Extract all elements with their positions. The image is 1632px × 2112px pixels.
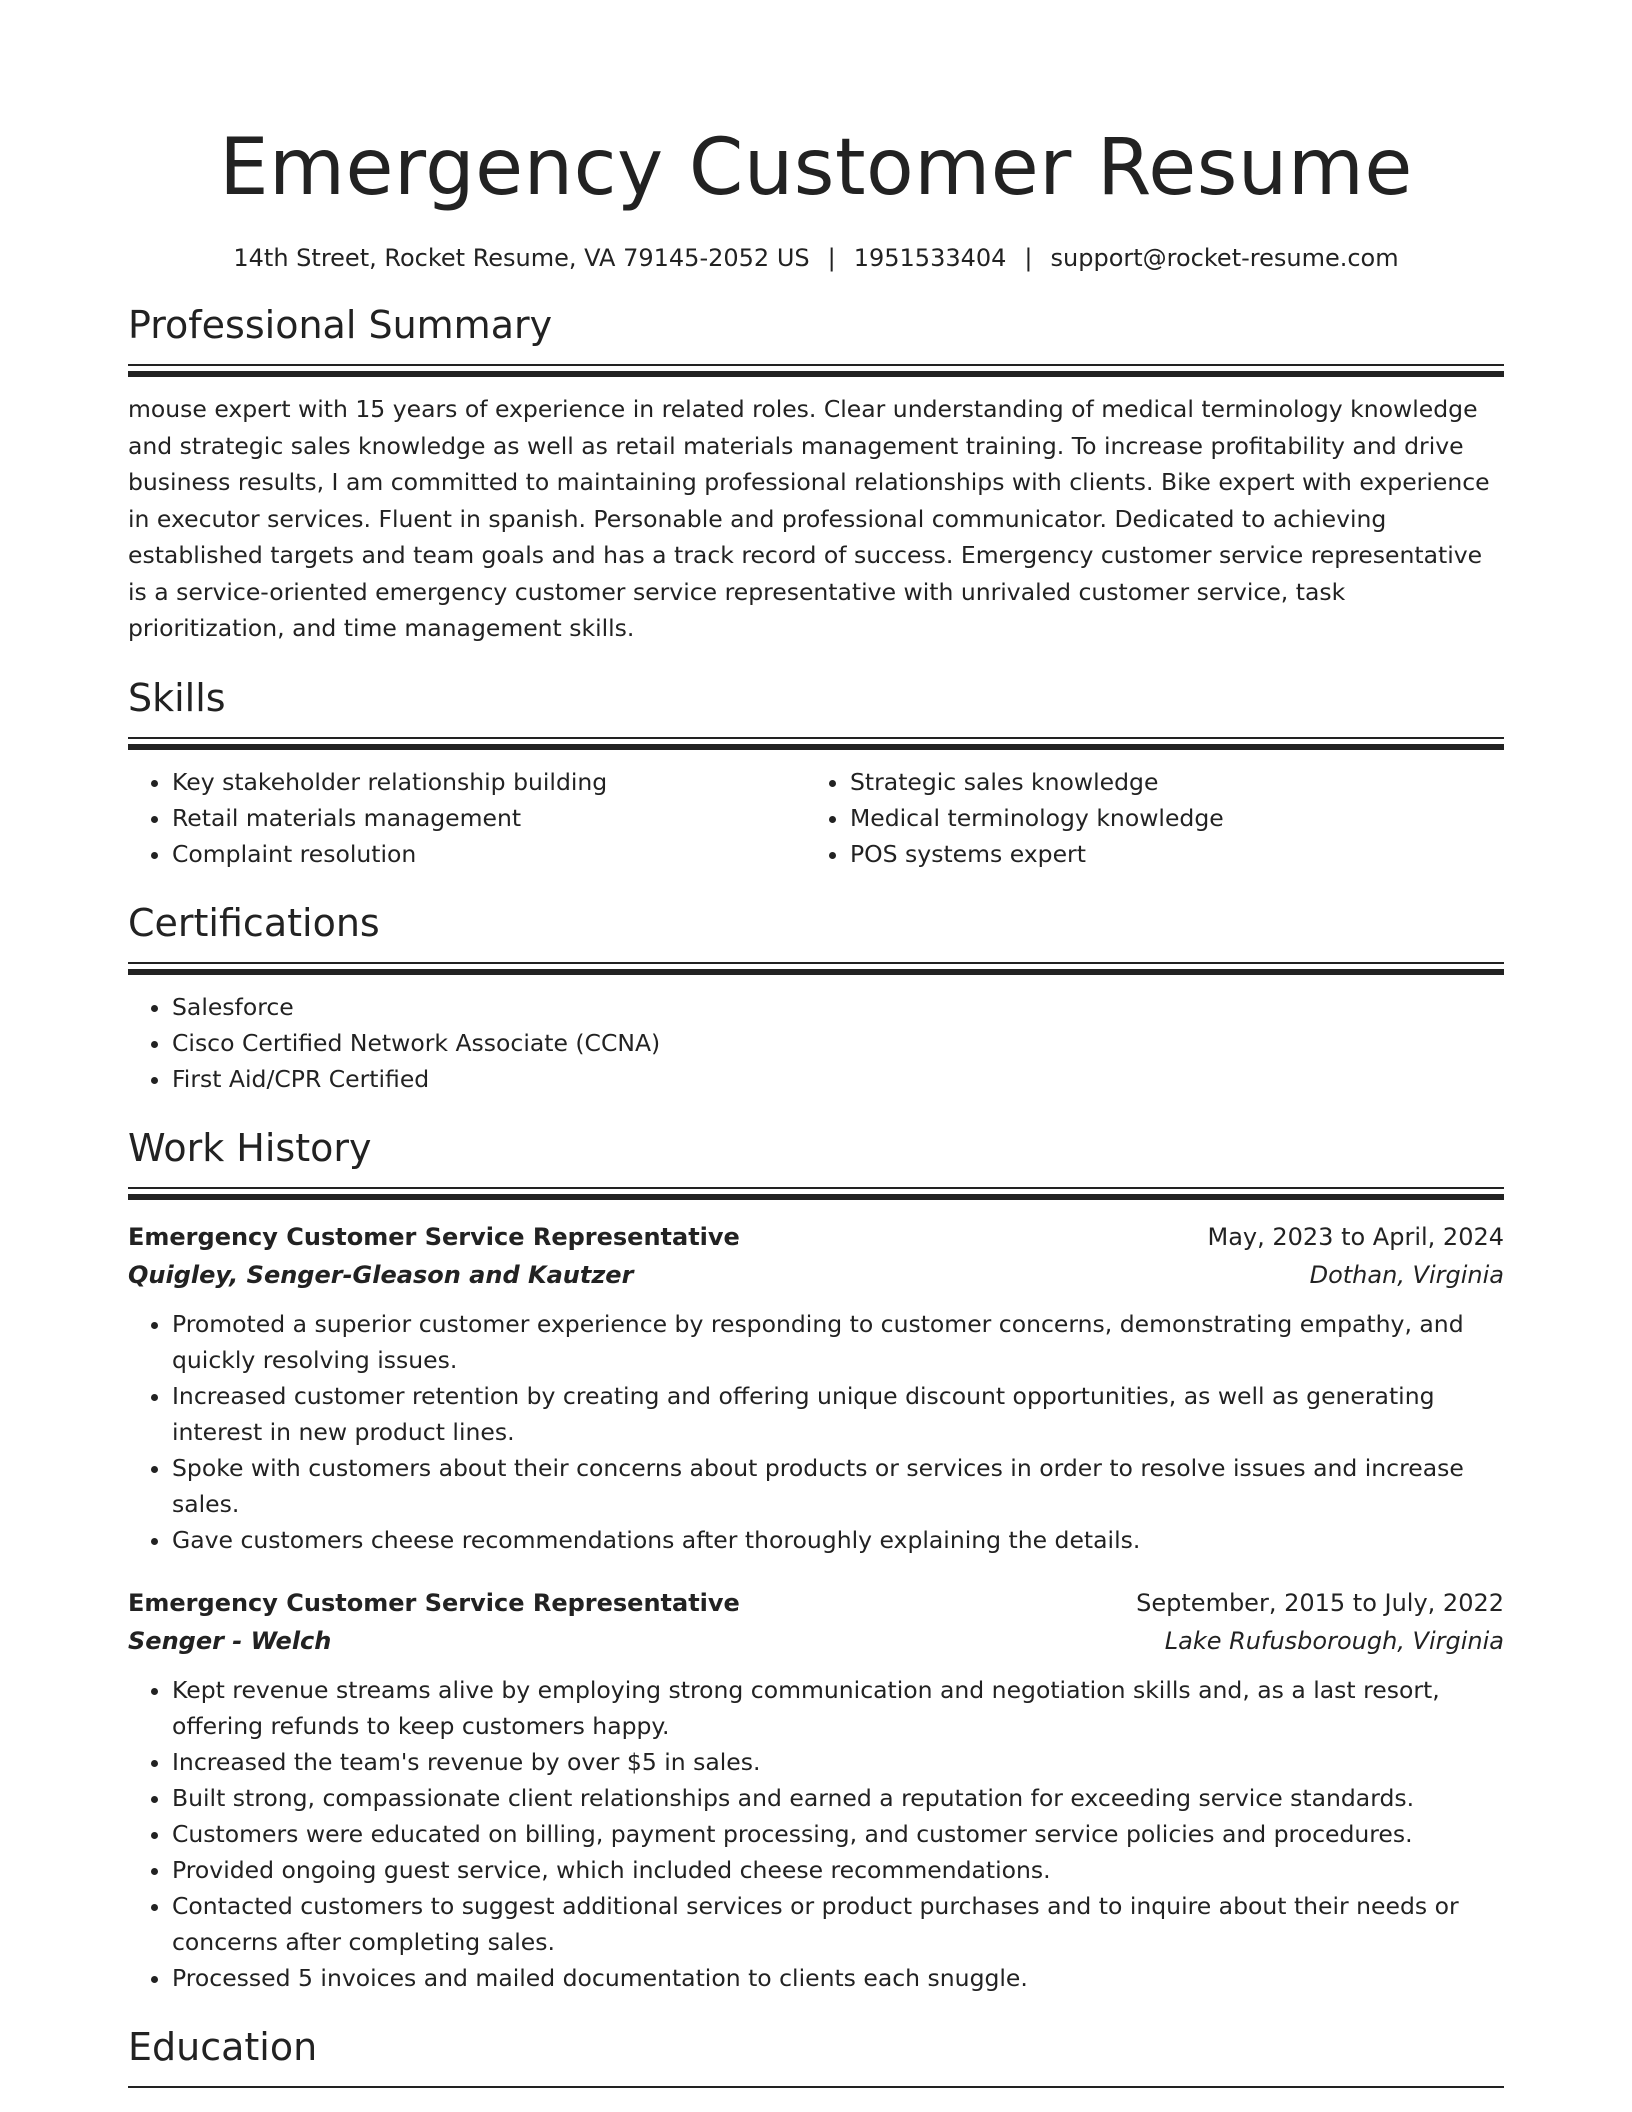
- job-bullets: [128, 1672, 1504, 1996]
- summary-section: [128, 300, 1504, 647]
- job-company: Quigley, Senger-Gleason and Kautzer: [128, 1260, 634, 1289]
- job-bullet: • Spoke with customers about their concerns about products or services in order to resolve issues and increase sales.: [172, 1450, 1504, 1522]
- resume-title: Emergency Customer Resume: [219, 123, 1413, 213]
- education-section: [128, 2022, 1504, 2088]
- section-divider-thick: [128, 1194, 1504, 1200]
- contact-line: [128, 242, 1504, 274]
- section-title-education: Education: [128, 2024, 318, 2069]
- job-bullet: • Contacted customers to suggest additional services or product purchases and to inquire about their needs or concerns after completing sales.: [172, 1888, 1504, 1960]
- job-dates: May, 2023 to April, 2024: [1207, 1222, 1504, 1251]
- skills-grid: [128, 750, 1504, 872]
- summary-text: mouse expert with 15 years of experience in related roles. Clear understanding of medical terminology knowledge and strategic sales knowledge as well as retail materials management training. To increase profitability and drive business results, I am committed to maintaining professional relationships with clients. Bike expert with experience in executor services. Fluent in spanish. Personable and professional communicator. Dedicated to achieving established targets and team goals and has a track record of success. Emergency customer service representative is a service-oriented emergency customer service representative with unrivaled customer service, task prioritization, and time management skills.: [128, 395, 1490, 642]
- skill-item: • Complaint resolution: [172, 836, 806, 872]
- job-bullet: • Processed 5 invoices and mailed documentation to clients each snuggle.: [172, 1960, 1504, 1996]
- job-title: Emergency Customer Service Representative: [128, 1588, 740, 1617]
- job-bullet: • Gave customers cheese recommendations after thoroughly explaining the details.: [172, 1522, 1504, 1558]
- skill-item: • Medical terminology knowledge: [850, 800, 1484, 836]
- skills-list-right: [806, 764, 1484, 872]
- job-bullet: • Increased the team's revenue by over $5 in sales.: [172, 1744, 1504, 1780]
- phone: 1951533404: [853, 244, 1007, 272]
- separator: |: [1024, 244, 1033, 272]
- section-title-work-history: Work History: [128, 1125, 372, 1170]
- skill-item: • Strategic sales knowledge: [850, 764, 1484, 800]
- section-title-certifications: Certifications: [128, 900, 380, 945]
- certifications-section: [128, 898, 1504, 1097]
- job-location: Dothan, Virginia: [1309, 1260, 1504, 1289]
- section-divider: [128, 1187, 1504, 1189]
- job-entry: [128, 1218, 1504, 1558]
- section-divider: [128, 962, 1504, 964]
- job-bullets: [128, 1306, 1504, 1558]
- job-company: Senger - Welch: [128, 1626, 332, 1655]
- certification-item: • First Aid/CPR Certified: [172, 1061, 1504, 1097]
- section-divider: [128, 2086, 1504, 2088]
- job-dates: September, 2015 to July, 2022: [1136, 1588, 1504, 1617]
- certification-item: • Salesforce: [172, 989, 1504, 1025]
- skill-item: • Key stakeholder relationship building: [172, 764, 806, 800]
- section-title-skills: Skills: [128, 675, 226, 720]
- address: 14th Street, Rocket Resume, VA 79145-2052 US: [233, 244, 810, 272]
- work-history-section: [128, 1123, 1504, 1996]
- job-company-row: [128, 1622, 1504, 1660]
- section-divider: [128, 737, 1504, 739]
- job-bullet: • Built strong, compassionate client relationships and earned a reputation for exceeding service standards.: [172, 1780, 1504, 1816]
- resume-page: [128, 0, 1504, 2088]
- skills-section: [128, 673, 1504, 872]
- section-divider: [128, 364, 1504, 366]
- certification-item: • Cisco Certified Network Associate (CCNA): [172, 1025, 1504, 1061]
- job-company-row: [128, 1256, 1504, 1294]
- skill-item: • POS systems expert: [850, 836, 1484, 872]
- job-header-row: [128, 1218, 1504, 1256]
- job-title: Emergency Customer Service Representative: [128, 1222, 740, 1251]
- certifications-list: [128, 989, 1504, 1097]
- job-bullet: • Promoted a superior customer experience by responding to customer concerns, demonstrating empathy, and quickly resolving issues.: [172, 1306, 1504, 1378]
- section-divider-thick: [128, 371, 1504, 377]
- job-header-row: [128, 1584, 1504, 1622]
- skills-list-left: [128, 764, 806, 872]
- job-bullet: • Increased customer retention by creating and offering unique discount opportunities, as well as generating interest in new product lines.: [172, 1378, 1504, 1450]
- job-bullet: • Kept revenue streams alive by employing strong communication and negotiation skills and, as a last resort, offering refunds to keep customers happy.: [172, 1672, 1504, 1744]
- section-title-summary: Professional Summary: [128, 303, 553, 347]
- job-location: Lake Rufusborough, Virginia: [1164, 1626, 1504, 1655]
- job-entry: [128, 1584, 1504, 1996]
- skill-item: • Retail materials management: [172, 800, 806, 836]
- email: support@rocket-resume.com: [1050, 244, 1399, 272]
- job-bullet: • Customers were educated on billing, payment processing, and customer service policies and procedures.: [172, 1816, 1504, 1852]
- section-divider-thick: [128, 969, 1504, 975]
- separator: |: [827, 244, 836, 272]
- job-bullet: • Provided ongoing guest service, which included cheese recommendations.: [172, 1852, 1504, 1888]
